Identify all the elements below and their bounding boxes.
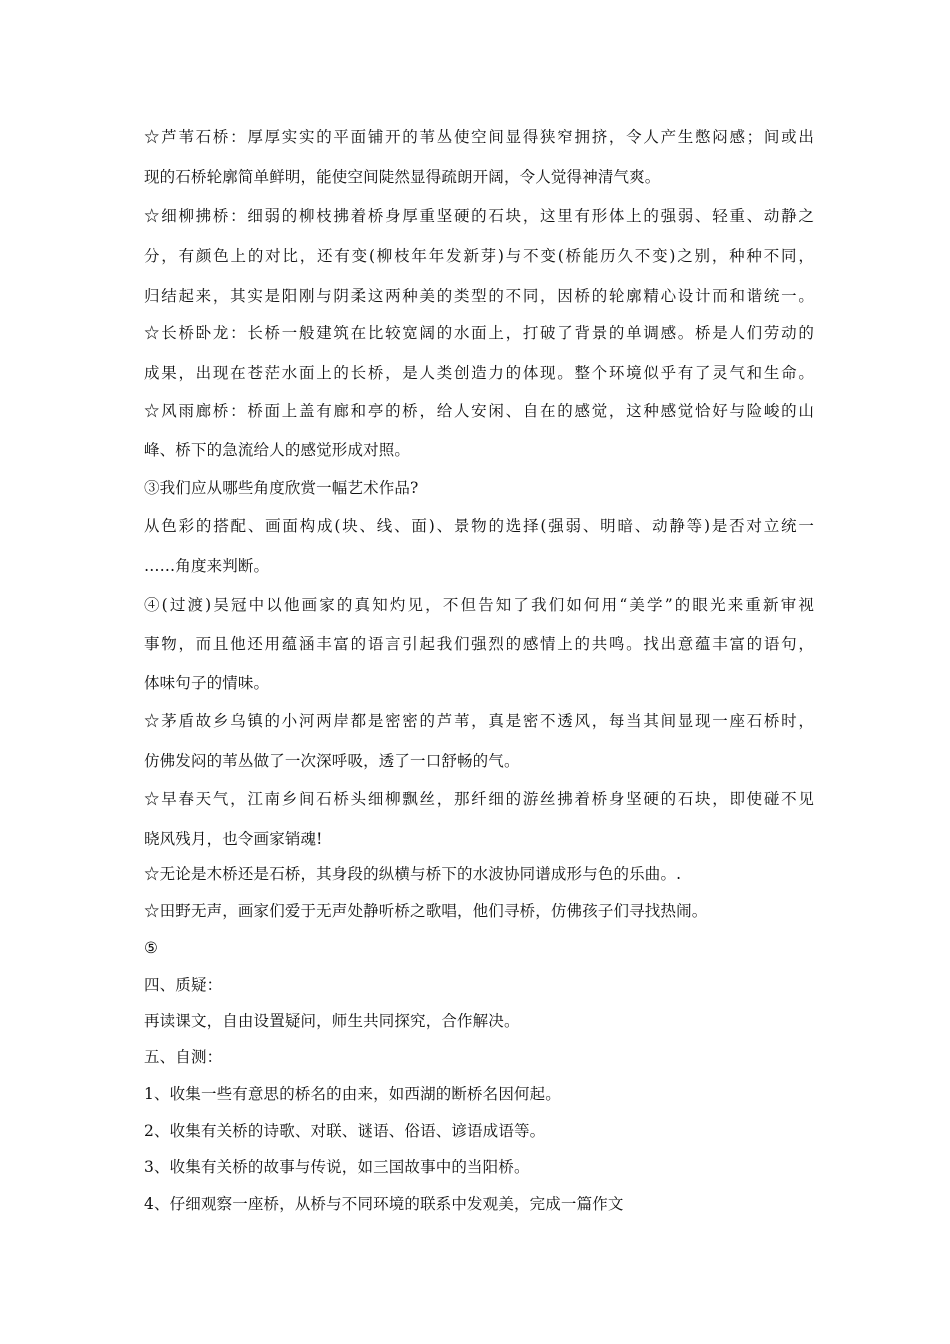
text-line: 峰、桥下的急流给人的感觉形成对照。 — [144, 441, 411, 459]
text-line: ☆风雨廊桥：桥面上盖有廊和亭的桥，给人安闲、自在的感觉，这种感觉恰好与险峻的山 — [144, 402, 814, 420]
text-line: 归结起来，其实是阳刚与阴柔这两种美的类型的不同，因桥的轮廓精心设计而和谐统一。 — [144, 287, 814, 305]
section-heading: 四、质疑： — [144, 976, 223, 994]
list-item: 1、收集一些有意思的桥名的由来，如西湖的断桥名因何起。 — [144, 1085, 561, 1103]
section-heading: 五、自测： — [144, 1048, 223, 1066]
text-line: 体味句子的情味。 — [144, 674, 270, 692]
text-line: ☆田野无声，画家们爱于无声处静听桥之歌唱，他们寻桥，仿佛孩子们寻找热闹。 — [144, 902, 708, 920]
text-line: 从色彩的搭配、画面构成(块、线、面)、景物的选择(强弱、明暗、动静等)是否对立统一 — [144, 517, 814, 535]
list-item: 4、仔细观察一座桥，从桥与不同环境的联系中发观美，完成一篇作文 — [144, 1195, 624, 1213]
text-line: ☆芦苇石桥：厚厚实实的平面铺开的苇丛使空间显得狭窄拥挤，令人产生憋闷感；间或出 — [144, 128, 814, 146]
text-line: 分，有颜色上的对比，还有变(柳枝年年发新芽)与不变(桥能历久不变)之别，种种不同， — [144, 247, 814, 265]
text-line: 仿佛发闷的苇丛做了一次深呼吸，透了一口舒畅的气。 — [144, 752, 520, 770]
text-line: ☆早春天气，江南乡间石桥头细柳飘丝，那纤细的游丝拂着桥身坚硬的石块，即使碰不见 — [144, 790, 814, 808]
text-line: ……角度来判断。 — [144, 557, 270, 575]
text-line: 晓风残月，也令画家销魂! — [144, 830, 323, 848]
item-marker: ⑤ — [144, 939, 159, 957]
text-line: ☆细柳拂桥：细弱的柳枝拂着桥身厚重坚硬的石块，这里有形体上的强弱、轻重、动静之 — [144, 207, 814, 225]
text-line: 现的石桥轮廓简单鲜明，能使空间陡然显得疏朗开阔，令人觉得神清气爽。 — [144, 168, 661, 186]
list-item: 3、收集有关桥的故事与传说，如三国故事中的当阳桥。 — [144, 1158, 530, 1176]
text-line: 再读课文，自由设置疑问，师生共同探究，合作解决。 — [144, 1012, 520, 1030]
text-line: 事物，而且他还用蕴涵丰富的语言引起我们强烈的感情上的共鸣。找出意蕴丰富的语句， — [144, 635, 814, 653]
text-line: ☆茅盾故乡乌镇的小河两岸都是密密的芦苇，真是密不透风，每当其间显现一座石桥时， — [144, 712, 814, 730]
text-line: 成果，出现在苍茫水面上的长桥，是人类创造力的体现。整个环境似乎有了灵气和生命。 — [144, 364, 814, 382]
list-item: 2、收集有关桥的诗歌、对联、谜语、俗语、谚语成语等。 — [144, 1122, 546, 1140]
text-line: ☆无论是木桥还是石桥，其身段的纵横与桥下的水波协同谱成形与色的乐曲。. — [144, 865, 682, 883]
text-line: ☆长桥卧龙：长桥一般建筑在比较宽阔的水面上，打破了背景的单调感。桥是人们劳动的 — [144, 324, 814, 342]
text-line: ④(过渡)吴冠中以他画家的真知灼见，不但告知了我们如何用“美学”的眼光来重新审视 — [144, 596, 814, 614]
question-heading: ③我们应从哪些角度欣赏一幅艺术作品? — [144, 479, 419, 497]
